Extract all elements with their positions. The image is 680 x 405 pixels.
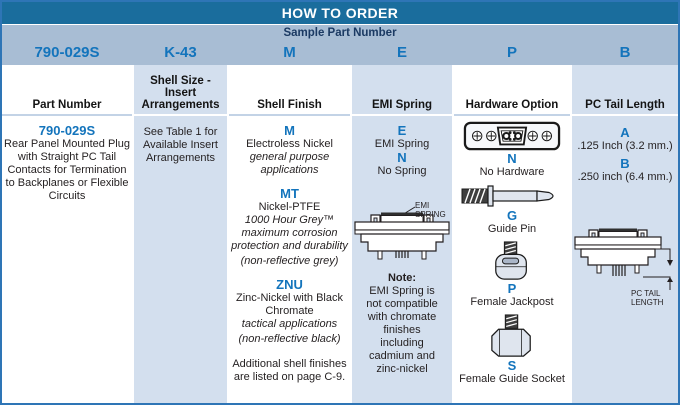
- guide-pin-icon: [460, 183, 564, 209]
- column-header-pc-tail: PC Tail Length: [572, 65, 678, 116]
- emi-spring-callout-label: EMI SPRING: [415, 201, 446, 219]
- sample-code-shell-size: K-43: [164, 44, 197, 61]
- shell-finish-code: M: [284, 123, 295, 138]
- emi-option-label: EMI Spring: [374, 138, 430, 150]
- emi-connector-diagram: [352, 201, 452, 262]
- part-number-cell: [2, 116, 132, 403]
- emi-note-body: EMI Spring is not compatible with chromate finishes including cadmium and zinc-nickel: [366, 285, 438, 375]
- column-header-part-number: Part Number: [2, 65, 132, 116]
- column-header-emi-spring: EMI Spring: [352, 65, 452, 116]
- shell-size-cell: [134, 116, 227, 403]
- hardware-code: S: [507, 358, 517, 373]
- part-number-code: 790-029S: [38, 123, 96, 138]
- sample-code-emi-spring: E: [396, 44, 407, 61]
- pc-tail-code: A: [620, 125, 630, 140]
- sample-code-pc-tail: B: [619, 44, 631, 61]
- shell-finish-name: Nickel-PTFE: [258, 201, 321, 213]
- pc-tail-diagram: [573, 222, 677, 308]
- hardware-label: Female Jackpost: [470, 296, 554, 308]
- page-title: HOW TO ORDER: [2, 2, 678, 25]
- emi-option-label: No Spring: [377, 165, 427, 177]
- female-guide-socket-icon: [484, 313, 540, 359]
- hardware-code: N: [507, 151, 517, 166]
- pc-tail-callout-label: PC TAIL LENGTH: [631, 289, 664, 307]
- hardware-option-female-guide-socket: [454, 313, 570, 386]
- shell-finish-detail: 1000 Hour Grey™ maximum corrosion protection and durability: [231, 214, 348, 252]
- hardware-option-female-jackpost: [454, 240, 570, 309]
- shell-finish-option-znu: [229, 278, 350, 346]
- sample-code-part-number: 790-029S: [34, 44, 100, 61]
- hardware-option-no-hardware: [454, 120, 570, 179]
- shell-finish-name: Electroless Nickel: [246, 138, 333, 150]
- shell-finish-cell: [229, 116, 350, 403]
- column-header-shell-finish: Shell Finish: [229, 65, 350, 116]
- sample-code-shell-finish: M: [283, 44, 296, 61]
- shell-finish-code: ZNU: [276, 277, 303, 292]
- pc-tail-length-cell: [572, 116, 678, 403]
- emi-note: [352, 272, 452, 376]
- shell-size-note: See Table 1 for Available Insert Arrangements: [142, 126, 218, 164]
- emi-option-code: N: [397, 150, 407, 165]
- column-header-row: [2, 65, 678, 116]
- emi-note-title: Note:: [387, 272, 417, 284]
- sample-part-number-band: [2, 25, 678, 65]
- shell-finish-paren: (non-reflective grey): [240, 255, 339, 267]
- shell-finish-detail: general purpose applications: [249, 151, 330, 176]
- emi-spring-cell: [352, 116, 452, 403]
- shell-finish-paren: (non-reflective black): [238, 333, 341, 345]
- pc-tail-label: .250 inch (6.4 mm.): [577, 171, 673, 183]
- pc-tail-label: .125 Inch (3.2 mm.): [577, 140, 673, 152]
- sample-part-number-label: Sample Part Number: [283, 27, 397, 39]
- column-header-hardware: Hardware Option: [454, 65, 570, 116]
- hardware-option-guide-pin: [454, 183, 570, 236]
- shell-finish-detail: tactical applications: [241, 318, 338, 330]
- shell-finish-code: MT: [280, 186, 299, 201]
- sample-codes-row: [2, 42, 678, 65]
- part-number-description: Rear Panel Mounted Plug with Straight PC Tail Contacts for Termination to Backplanes or Flexible Circuits: [4, 138, 130, 202]
- sample-code-hardware: P: [506, 44, 517, 61]
- pc-tail-code: B: [620, 156, 630, 171]
- hardware-label: Female Guide Socket: [459, 373, 565, 385]
- female-jackpost-icon: [484, 240, 540, 282]
- shell-finish-option-m: [229, 124, 350, 177]
- emi-option-code: E: [397, 123, 407, 138]
- shell-finish-footnote: Additional shell finishes are listed on page C-9.: [232, 358, 347, 383]
- shell-finish-option-mt: [229, 187, 350, 268]
- dsub-connector-face-icon: [460, 120, 564, 152]
- column-header-shell-size: Shell Size - Insert Arrangements: [134, 65, 227, 116]
- table-body: [2, 116, 678, 403]
- hardware-label: No Hardware: [479, 166, 545, 178]
- shell-finish-name: Zinc-Nickel with Black Chromate: [236, 292, 343, 317]
- hardware-option-cell: [454, 116, 570, 403]
- hardware-code: G: [506, 208, 518, 223]
- hardware-code: P: [507, 281, 517, 296]
- hardware-label: Guide Pin: [487, 223, 537, 235]
